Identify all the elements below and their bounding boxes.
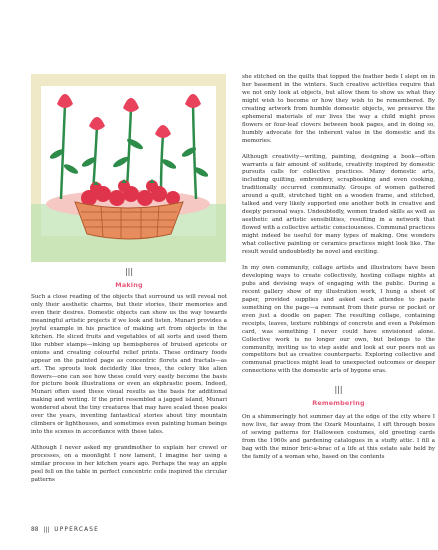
- body-paragraph: Such a close reading of the objects that surround us will reveal not only their aesthetic charms, but their stories, their memories and even their desires. Domestic objects can show us the way towards meaningful artistic projects if we look and listen. Munari provides a joyful example in his practice of making art from objects in the kitchen. He sliced fruits and vegetables of all sorts and used them like rubber stamps—inking up hemispheres of bruised apricots or onions and creating colourful relief prints. These ordinary foods appear on the painted page as concentric florets and fractals—as art. The sprouts look decidedly like trees, the celery like alien flowers—one can see how these could very easily become the basis for picture book illustrations or even an ekphrastic poem. Indeed, Munari often used these visual results as the basis for additional making and writing. If the print resembled a jagged island, Munari wondered about the tiny creatures that may have scaled these peaks over the years, inventing fantastical stories about tiny mountain climbers or lighthouses, and sometimes even painting human beings into the scenes in accordance with these tales.: [31, 294, 227, 436]
- body-paragraph: On a shimmeringly hot summer day at the edge of the city where I now live, far away from the Ozark Mountains, I sift through boxes of sewing patterns for Halloween costumes, old greeting cards from the 1960s and gardening catalogues in a stuffy attic. I fill a bag with the minor bric-a-brac of a life at this estate sale held by the family of a woman who, based on the contents: [242, 414, 435, 461]
- section-heading-remembering: Remembering: [312, 399, 365, 408]
- left-column-body: [31, 294, 227, 485]
- footer-separator: |||: [43, 527, 50, 533]
- right-column-body: [242, 74, 435, 462]
- flower-basket-painting: [31, 74, 226, 262]
- section-heading-making: Making: [115, 281, 143, 289]
- body-paragraph: Although creativity—writing, painting, designing a book—often warrants a fair amount of solitude, creativity inspired by domestic pursuits calls for collective practices. Many domestic arts, including quilting, embroidery, scrapbooking and even cooking, traditionally occurred communally. Groups of women gathered around a quilt, stretched tight on a wooden frame, and stitched, talked and very likely supported one another both in creative and deeply personal ways. Undoubtedly, women traded skills as well as aesthetic and artistic sensibilities, resulting in a network that flowed with a collective artistic consciousness. Communal practices might indeed be useful for many types of making. One wonders what collective painting or ceramics practices might look like. The result would undoubtedly be novel and exciting.: [242, 153, 435, 256]
- body-paragraph: she stitched on the quilts that topped the feather beds I slept on in her basement in the winters. Such creative activities require that we not only look at objects, but allow them to show us what they might wish to become or how they wish to be remembered. By creating artwork from humble domestic objects, we preserve the ephemeral materials of our lives the way a child might press flowers or four-leaf clovers between book pages, and in doing so, humbly advocate for the inherent value in the domestic and its memories.: [242, 74, 435, 144]
- page-footer: [31, 527, 99, 533]
- page-number: 88: [31, 527, 39, 533]
- body-paragraph: In my own community, collage artists and illustrators have been developing ways to create collectively, hosting collage nights at pubs and devising ways of engaging with the public. During a recent gallery show of my illustration work, I hung a sheet of paper, provided supplies and asked each attendee to paste something on the page—a remnant from their purse or pocket or even just a doodle on paper. The resulting collage, containing receipts, leaves, texture rubbings of concrete and even a Pokémon card, was something I never could have envisioned alone. Collective work is no longer our own, but belongs to the community, inviting us to step aside and look at our peers not as competitors but as creative counterparts. Exploring collective and communal practices might lead to unexpected outcomes or deeper connections with the domestic arts of bygone eras.: [242, 264, 435, 375]
- section-divider-ornament: |||: [124, 267, 134, 276]
- painting-of-flowers-in-basket-icon: [31, 74, 226, 262]
- publication-name: UPPERCASE: [54, 527, 100, 533]
- body-paragraph: Although I never asked my grandmother to explain her crewel or processes, on a moonlight I now lament, I imagine her using a similar process in her kitchen years ago. Perhaps the way an apple peel fell on the table in perfect concentric coils inspired the circular patterns: [31, 445, 227, 483]
- section-divider-ornament: |||: [334, 385, 343, 395]
